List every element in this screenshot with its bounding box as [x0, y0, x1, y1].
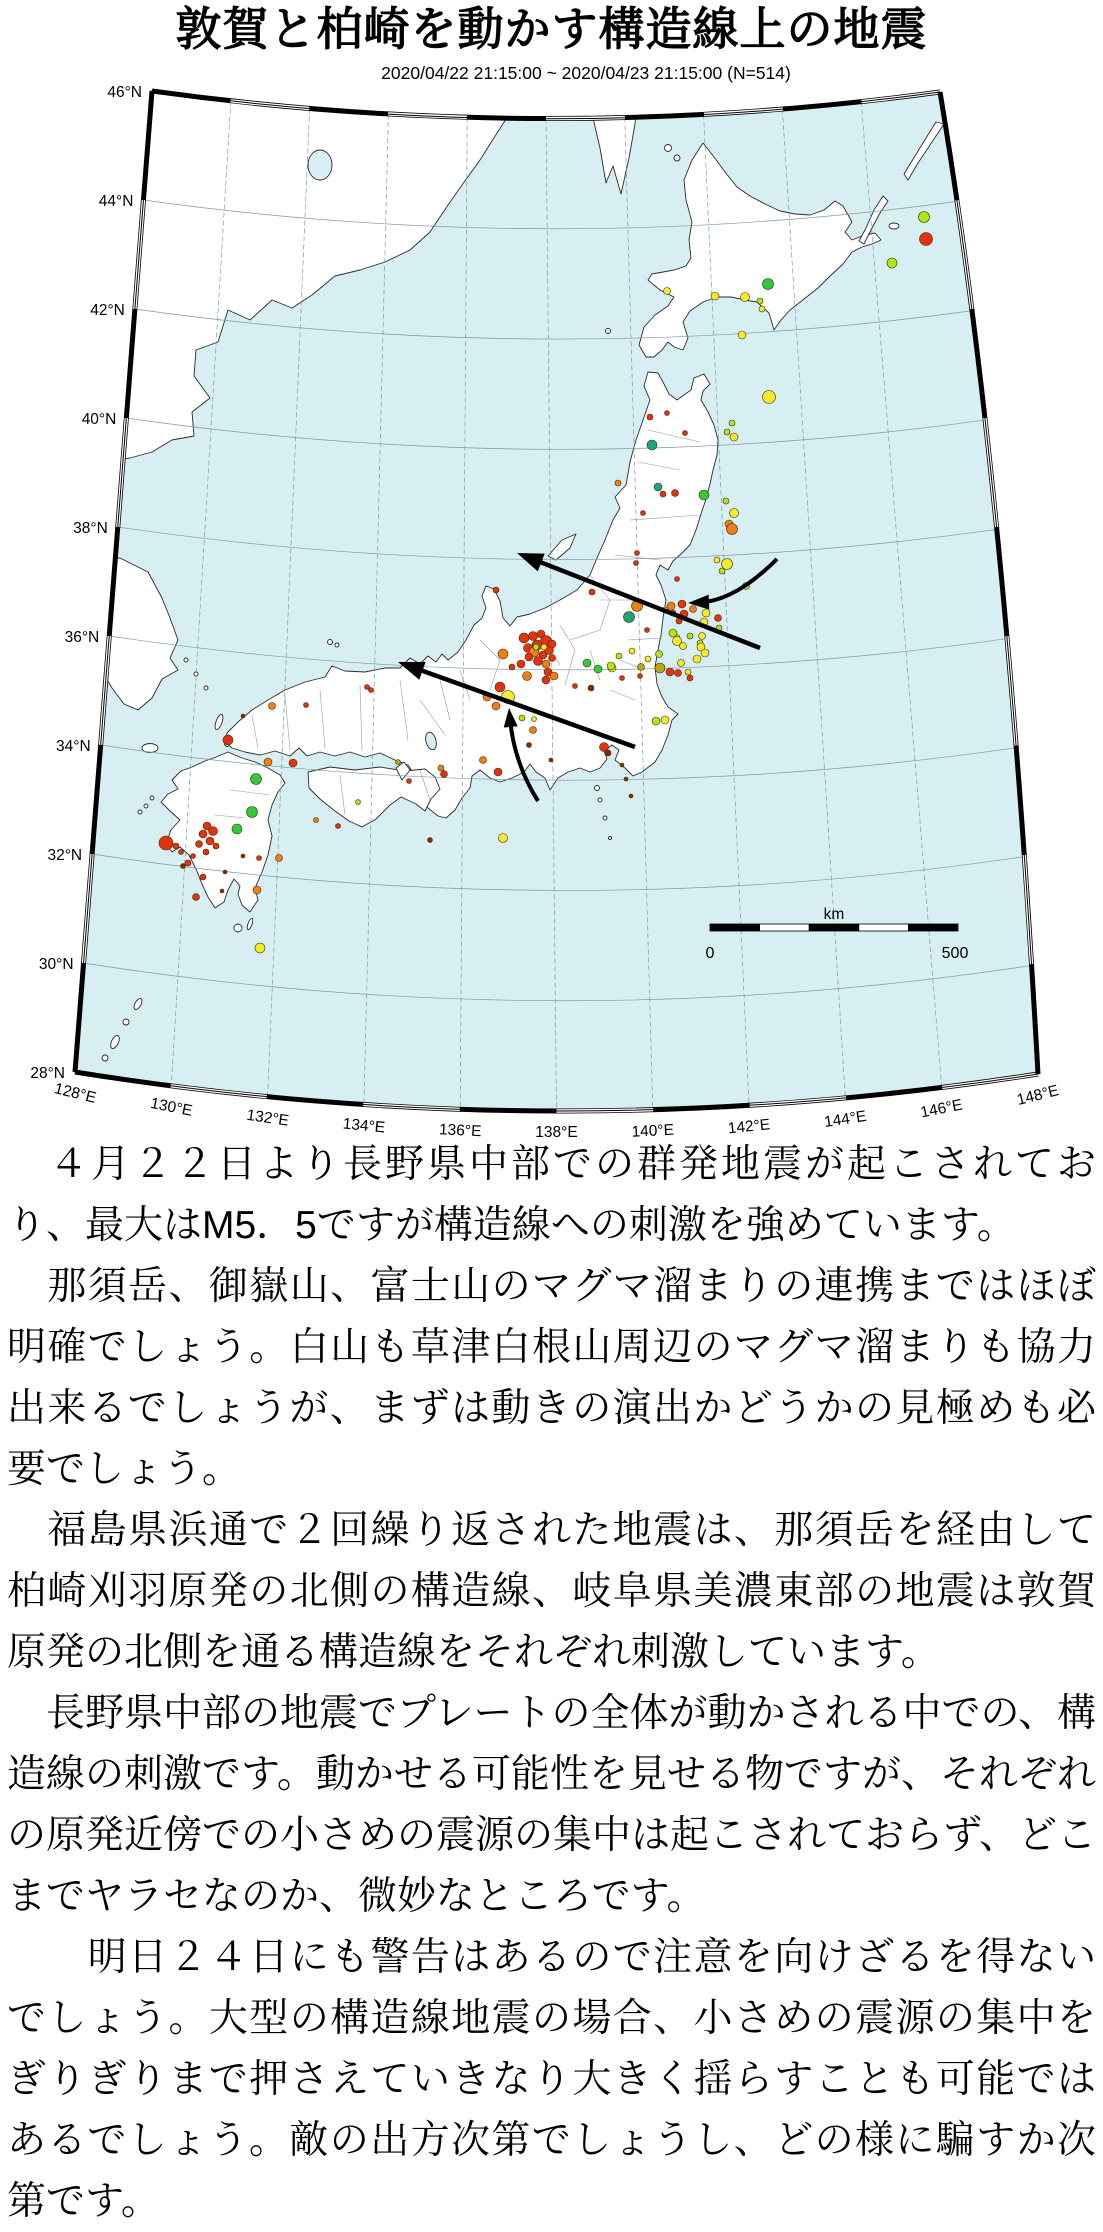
- quake-dot: [542, 660, 550, 668]
- scale-bar-segment: [760, 924, 810, 931]
- quake-dot: [589, 589, 595, 595]
- quake-dot: [441, 771, 448, 778]
- quake-dot: [532, 717, 537, 722]
- quake-dot: [687, 633, 693, 639]
- quake-dot: [193, 894, 200, 901]
- quake-dot: [652, 717, 660, 725]
- scale-bar-segment: [908, 924, 958, 931]
- lon-label: 136°E: [438, 1121, 482, 1141]
- quake-dot: [919, 212, 930, 223]
- quake-dot: [509, 664, 515, 670]
- quake-dot: [715, 615, 722, 622]
- quake-dot: [656, 651, 663, 658]
- quake-dot: [616, 653, 622, 659]
- lon-label: 130°E: [148, 1094, 194, 1120]
- scale-bar-end: 500: [941, 945, 969, 962]
- quake-dot: [499, 834, 508, 843]
- izu-island: [603, 816, 607, 820]
- quake-dot: [407, 779, 412, 784]
- quake-dot: [336, 824, 341, 829]
- quake-dot: [730, 509, 739, 518]
- quake-dot: [179, 850, 184, 855]
- quake-dot: [200, 874, 206, 880]
- okushiri-island: [606, 329, 611, 334]
- rishiri-island: [665, 145, 672, 152]
- quake-dot: [629, 648, 635, 654]
- quake-dot: [722, 559, 733, 570]
- quake-dot: [759, 306, 765, 312]
- quake-dot: [527, 743, 532, 748]
- quake-dot: [480, 757, 487, 764]
- lat-label: 32°N: [47, 847, 83, 864]
- quake-dot: [667, 602, 675, 610]
- quake-dot: [199, 830, 207, 838]
- korea-island: [204, 686, 208, 690]
- lon-label: 134°E: [342, 1115, 386, 1137]
- quake-dot: [196, 841, 203, 848]
- ryukyu-island: [123, 1019, 129, 1025]
- lat-label: 46°N: [107, 84, 142, 101]
- lon-label: 128°E: [52, 1080, 98, 1107]
- quake-dot: [723, 498, 729, 504]
- quake-dot: [289, 759, 297, 767]
- lat-label: 40°N: [81, 411, 117, 428]
- quake-dot: [661, 716, 669, 724]
- quake-dot: [887, 258, 897, 268]
- quake-dot: [492, 702, 500, 710]
- quake-dot: [257, 856, 262, 861]
- scale-bar-segment: [859, 924, 909, 931]
- japan-earthquake-map: [0, 55, 1103, 1141]
- quake-dot: [693, 655, 701, 663]
- quake-dot: [533, 644, 539, 650]
- quake-dot: [655, 663, 665, 673]
- quake-dot: [660, 491, 666, 497]
- quake-dot: [493, 587, 499, 593]
- quake-dot: [647, 440, 657, 450]
- lon-label: 138°E: [535, 1124, 578, 1141]
- body-paragraph: 福島県浜通で２回繰り返された地震は、那須岳を経由して柏崎刈羽原発の北側の構造線、岐阜県美濃東部の地震は敦賀原発の北側を通る構造線をそれぞれ刺激しています。: [7, 1509, 1096, 1674]
- shikotan-island: [889, 223, 899, 229]
- quake-dot: [498, 649, 508, 659]
- izu-island: [598, 798, 602, 802]
- quake-dot: [495, 682, 505, 692]
- lon-label: 144°E: [823, 1107, 868, 1131]
- scale-bar-start: 0: [705, 945, 715, 962]
- quake-dot: [724, 429, 730, 435]
- quake-dot: [583, 659, 591, 667]
- quake-dot: [365, 685, 370, 690]
- lat-label: 42°N: [90, 302, 125, 319]
- quake-dot: [729, 420, 735, 426]
- quake-dot: [223, 870, 227, 874]
- quake-dot: [181, 864, 186, 869]
- quake-dot: [269, 703, 276, 710]
- quake-dot: [675, 670, 682, 677]
- quake-dot: [519, 715, 525, 721]
- quake-dot: [714, 557, 720, 563]
- quake-dot: [675, 577, 680, 582]
- body-paragraph: ４月２２日より長野県中部での群発地震が起こされており、最大はM5．5ですが構造線への刺激を強めています。: [7, 1143, 1096, 1247]
- quake-dot: [519, 633, 529, 643]
- quake-dot: [920, 233, 933, 246]
- body-paragraph: 那須岳、御嶽山、富士山のマグマ溜まりの連携まではほぼ明確でしょう。白山も草津白根山周辺のマグマ溜まりも協力出来るでしょうが、まずは動きの演出かどうかの見極めも必要でしょう。: [7, 1265, 1096, 1491]
- lon-label: 142°E: [727, 1116, 771, 1138]
- body-paragraph: 明日２４日にも警告はあるので注意を向けざるを得ないでしょう。大型の構造線地震の場合、小さめの震源の集中をぎりぎりまで押さえていきなり大きく揺らすことも可能ではあるでしょう。敵の出方次第でしょうし、どの様に騙すか次第です。: [7, 1936, 1096, 2223]
- quake-dot: [685, 669, 691, 675]
- rebun-island: [674, 155, 680, 161]
- quake-dot: [638, 664, 645, 671]
- quake-dot: [494, 768, 502, 776]
- quake-dot: [666, 668, 674, 676]
- quake-dot: [607, 662, 615, 670]
- yakushima-island: [234, 924, 242, 932]
- korea-island: [184, 658, 188, 662]
- quake-dot: [624, 612, 635, 623]
- quake-dot: [594, 665, 602, 673]
- lon-label: 146°E: [919, 1096, 965, 1122]
- scale-bar-unit: km: [823, 906, 845, 923]
- goto-island: [138, 810, 142, 814]
- quake-dot: [223, 735, 233, 745]
- quake-dot: [711, 292, 719, 300]
- quake-dot: [645, 656, 651, 662]
- scale-bar-segment: [710, 924, 760, 931]
- quake-dot: [699, 490, 709, 500]
- quake-dot: [719, 568, 725, 574]
- lat-label: 36°N: [64, 629, 100, 646]
- oki-island: [328, 640, 333, 645]
- body-paragraph: 長野県中部の地震でプレートの全体が動かされる中での、構造線の刺激です。動かせる可能性を見せる物ですが、それぞれの原発近傍での小さめの震源の集中は起こされておらず、どこまでヤラセなのか、微妙なところです。: [7, 1692, 1096, 1918]
- quake-dot: [763, 279, 774, 290]
- goto-island: [150, 796, 154, 800]
- quake-dot: [588, 685, 594, 691]
- quake-dot: [241, 854, 245, 858]
- lon-label: 140°E: [631, 1121, 675, 1141]
- quake-dot: [680, 643, 687, 650]
- quake-dot: [665, 411, 670, 416]
- goto-island: [144, 804, 148, 808]
- quake-dot: [232, 824, 242, 834]
- quake-dot: [356, 800, 361, 805]
- quake-dot: [251, 774, 262, 785]
- quake-dot: [664, 288, 671, 295]
- lat-label: 28°N: [30, 1065, 65, 1082]
- lat-label: 38°N: [73, 520, 108, 537]
- quake-dot: [529, 632, 538, 641]
- quake-dot: [687, 675, 693, 681]
- quake-dot: [702, 609, 710, 617]
- quake-dot: [530, 727, 537, 734]
- lon-label: 148°E: [1015, 1082, 1061, 1109]
- quake-dot: [213, 843, 219, 849]
- ryukyu-island: [102, 1055, 108, 1061]
- quake-dot: [159, 836, 173, 850]
- quake-dot: [690, 606, 697, 613]
- scale-bar-segment: [809, 924, 859, 931]
- izu-island: [609, 837, 612, 840]
- quake-dot: [255, 943, 265, 953]
- lake-khanka: [308, 150, 332, 180]
- quake-dot: [763, 391, 776, 404]
- quake-dot: [241, 714, 245, 718]
- quake-dot: [699, 633, 706, 640]
- lon-label: 132°E: [245, 1106, 290, 1130]
- quake-dot: [247, 807, 258, 818]
- quake-dot: [727, 524, 738, 535]
- quake-dot: [672, 490, 679, 497]
- article-text: [0, 1130, 1103, 2232]
- quake-dot: [304, 703, 309, 708]
- quake-dot: [634, 561, 639, 566]
- quake-dot: [428, 838, 433, 843]
- lat-label: 44°N: [98, 193, 134, 210]
- quake-dot: [738, 331, 746, 339]
- quake-dot: [757, 298, 763, 304]
- quake-dot: [276, 855, 283, 862]
- quake-dot: [542, 676, 550, 684]
- quake-dot: [550, 672, 558, 680]
- quake-dot: [638, 674, 643, 679]
- quake-dot: [314, 818, 319, 823]
- quake-dot: [396, 760, 401, 765]
- oki-island: [335, 643, 339, 647]
- quake-dot: [517, 660, 525, 668]
- quake-dot: [624, 777, 628, 781]
- quake-dot: [669, 629, 677, 637]
- quake-dot: [683, 431, 688, 436]
- quake-dot: [549, 655, 556, 662]
- quake-dot: [173, 843, 179, 849]
- quake-dot: [730, 433, 738, 441]
- quake-dot: [629, 794, 633, 798]
- quake-dot: [525, 653, 533, 661]
- quake-dot: [678, 660, 685, 667]
- quake-dot: [647, 414, 653, 420]
- quake-dot: [741, 293, 750, 302]
- quake-dot: [203, 849, 209, 855]
- quake-dot: [209, 827, 218, 836]
- lat-label: 30°N: [38, 956, 74, 973]
- quake-dot: [678, 600, 686, 608]
- izu-island: [595, 786, 600, 791]
- quake-dot: [620, 676, 625, 681]
- quake-dot: [523, 672, 532, 681]
- quake-dot: [264, 758, 272, 766]
- quake-dot: [206, 837, 214, 845]
- quake-dot: [220, 889, 224, 893]
- quake-dot: [605, 750, 611, 756]
- quake-dot: [620, 763, 624, 767]
- quake-dot: [534, 657, 543, 666]
- quake-dot: [253, 886, 261, 894]
- quake-dot: [541, 644, 547, 650]
- quake-dot: [548, 640, 556, 648]
- quake-dot: [438, 765, 444, 771]
- quake-dot: [185, 860, 191, 866]
- quake-dot: [701, 649, 709, 657]
- map-subtitle: 2020/04/22 21:15:00 ~ 2020/04/23 21:15:00 (N=514): [381, 63, 791, 83]
- page-title: 敦賀と柏崎を動かす構造線上の地震: [175, 3, 928, 55]
- quake-dot: [615, 480, 621, 486]
- quake-dot: [641, 511, 646, 516]
- quake-dot: [573, 684, 578, 689]
- quake-dot: [654, 483, 662, 491]
- quake-dot: [191, 854, 196, 859]
- quake-dot: [635, 551, 640, 556]
- quake-dot: [645, 628, 650, 633]
- quake-dot: [549, 758, 553, 762]
- lat-label: 34°N: [56, 738, 91, 755]
